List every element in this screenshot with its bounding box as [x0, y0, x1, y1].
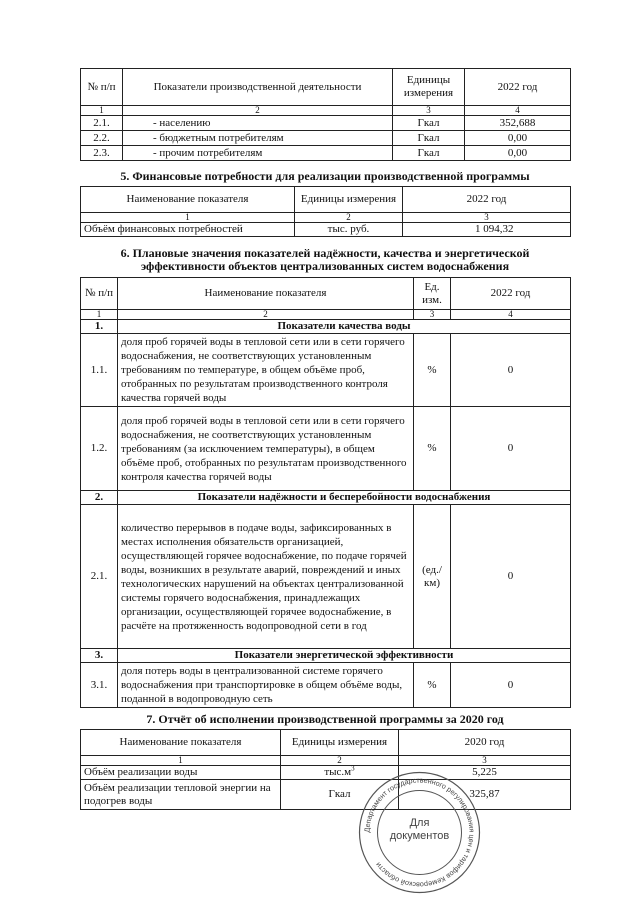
- row-num: 2.1.: [81, 116, 123, 131]
- table-row: [81, 766, 571, 780]
- row-value: 352,688: [465, 116, 571, 131]
- unit-text: тыс.м: [324, 766, 352, 778]
- row-value: 1 094,32: [403, 223, 571, 237]
- section-5-title: 5. Финансовые потребности для реализации производственной программы: [120, 169, 530, 183]
- row-text: количество перерывов в подаче воды, зафиксированных в местах исполнения обязательств организацией, осуществляющей горячее водоснабжение, по подаче горячей воды, возникших в результате аварий, повреждений и иных технологических нарушений на объектах централизованной системы горячего водоснабжения, принадлежащих организации, осуществляющей горячее водоснабжение, в расчёте на протяженность водопроводной сети в год: [118, 505, 414, 649]
- section-7-title: 7. Отчёт об исполнении производственной программы за 2020 год: [146, 712, 504, 726]
- index-cell: 3: [393, 106, 465, 116]
- index-cell: 1: [81, 310, 118, 320]
- index-cell: 1: [81, 106, 123, 116]
- header-name: Наименование показателя: [81, 730, 281, 756]
- row-unit: Гкал: [393, 131, 465, 146]
- header-unit: Единицы измерения: [393, 69, 465, 106]
- header-year: 2020 год: [399, 730, 571, 756]
- index-cell: 3: [414, 310, 451, 320]
- group-title: Показатели надёжности и бесперебойности водоснабжения: [118, 491, 571, 505]
- header-unit: Ед. изм.: [414, 278, 451, 310]
- row-text: доля проб горячей воды в тепловой сети или в сети горячего водоснабжения, не соответствующих установленным требованиям по температуре, в общем объёме проб, отобранных по результатам производственного контроля качества горячей воды: [118, 334, 414, 407]
- group-row: [81, 491, 571, 505]
- header-indicator: Показатели производственной деятельности: [123, 69, 393, 106]
- official-stamp: [357, 770, 482, 895]
- index-cell: 3: [399, 756, 571, 766]
- row-label: - населению: [123, 116, 393, 131]
- row-label: Объём реализации воды: [81, 766, 281, 780]
- header-unit: Единицы измерения: [295, 187, 403, 213]
- stamp-inner-line1: Для: [409, 817, 430, 829]
- group-title: Показатели качества воды: [118, 320, 571, 334]
- indicators-table: [80, 277, 571, 708]
- row-num: 2.1.: [81, 505, 118, 649]
- table-row: [81, 116, 571, 131]
- index-cell: 1: [81, 756, 281, 766]
- row-label: Объём реализации тепловой энергии на подогрев воды: [81, 780, 281, 810]
- row-value: 0: [451, 505, 571, 649]
- header-name: Наименование показателя: [118, 278, 414, 310]
- index-cell: 2: [281, 756, 399, 766]
- table-row: [81, 663, 571, 708]
- row-value: 0,00: [465, 146, 571, 161]
- header-year: 2022 год: [451, 278, 571, 310]
- row-unit: Гкал: [393, 116, 465, 131]
- row-num: 1.2.: [81, 407, 118, 491]
- stamp-inner-line2: документов: [389, 830, 450, 842]
- group-num: 3.: [81, 649, 118, 663]
- table-row: [81, 780, 571, 810]
- row-num: 2.2.: [81, 131, 123, 146]
- group-num: 1.: [81, 320, 118, 334]
- section-6-title-line1: 6. Плановые значения показателей надёжности, качества и энергетической: [120, 246, 530, 260]
- row-value: 0: [451, 334, 571, 407]
- group-row: [81, 320, 571, 334]
- row-label: Объём финансовых потребностей: [81, 223, 295, 237]
- header-unit: Единицы измерения: [281, 730, 399, 756]
- production-table: [80, 68, 571, 161]
- row-unit: Гкал: [393, 146, 465, 161]
- table-row: [81, 223, 571, 237]
- row-value: 5,225: [399, 766, 571, 780]
- table-row: [81, 131, 571, 146]
- row-value: 0: [451, 663, 571, 708]
- row-text: доля проб горячей воды в тепловой сети или в сети горячего водоснабжения, не соответствующих установленным требованиям (за исключением температуры), в общем объёме проб, отобранных по результатам производственного контроля качества горячей воды: [118, 407, 414, 491]
- stamp-ring-text-path: Департамент государственного регулирования цен и тарифов Кемеровской области: [362, 775, 477, 890]
- table-row: [81, 334, 571, 407]
- group-row: [81, 649, 571, 663]
- row-label: - бюджетным потребителям: [123, 131, 393, 146]
- header-num: № п/п: [81, 69, 123, 106]
- row-num: 2.3.: [81, 146, 123, 161]
- index-cell: 2: [295, 213, 403, 223]
- header-year: 2022 год: [403, 187, 571, 213]
- table-row: [81, 146, 571, 161]
- index-cell: 2: [118, 310, 414, 320]
- header-name: Наименование показателя: [81, 187, 295, 213]
- section-6-title-line2: эффективности объектов централизованных систем водоснабжения: [140, 259, 510, 273]
- index-cell: 4: [465, 106, 571, 116]
- row-value: 325,87: [399, 780, 571, 810]
- row-unit: %: [414, 334, 451, 407]
- row-unit: (ед./км): [414, 505, 451, 649]
- row-unit: %: [414, 663, 451, 708]
- row-unit: %: [414, 407, 451, 491]
- row-unit: Гкал: [281, 780, 399, 810]
- row-num: 3.1.: [81, 663, 118, 708]
- index-cell: 3: [403, 213, 571, 223]
- table-row: [81, 407, 571, 491]
- index-cell: 2: [123, 106, 393, 116]
- group-title: Показатели энергетической эффективности: [118, 649, 571, 663]
- row-value: 0,00: [465, 131, 571, 146]
- row-num: 1.1.: [81, 334, 118, 407]
- unit-superscript: 3: [351, 764, 355, 773]
- table-row: [81, 505, 571, 649]
- report-table: [80, 729, 571, 810]
- row-label: - прочим потребителям: [123, 146, 393, 161]
- index-cell: 4: [451, 310, 571, 320]
- section-6-title: [80, 247, 570, 273]
- row-unit: тыс. руб.: [295, 223, 403, 237]
- financial-table: [80, 186, 571, 237]
- row-text: доля потерь воды в централизованной системе горячего водоснабжения при транспортировке в общем объёме воды, поданной в водопроводную сеть: [118, 663, 414, 708]
- index-cell: 1: [81, 213, 295, 223]
- header-num: № п/п: [81, 278, 118, 310]
- row-value: 0: [451, 407, 571, 491]
- header-year: 2022 год: [465, 69, 571, 106]
- group-num: 2.: [81, 491, 118, 505]
